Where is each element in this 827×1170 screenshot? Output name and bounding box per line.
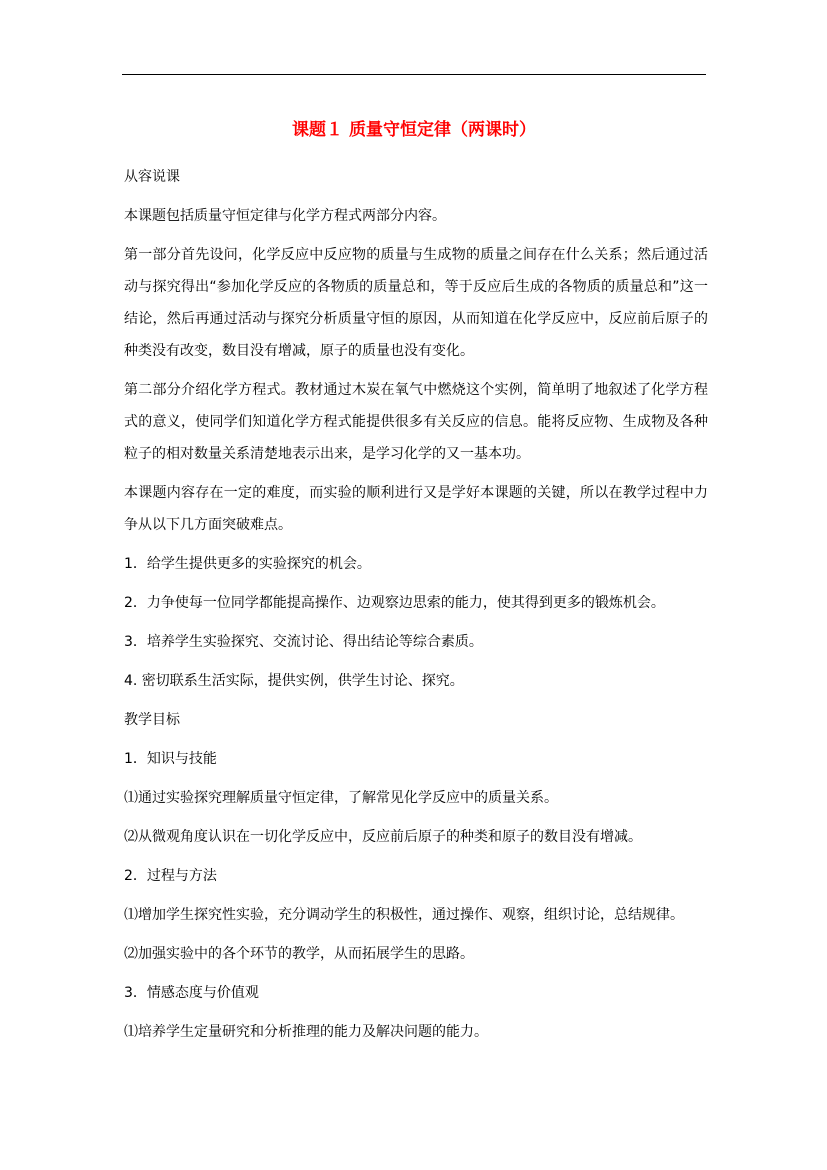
paragraph: 第二部分介绍化学方程式。教材通过木炭在氧气中燃烧这个实例，简单明了地叙述了化学方程式的意义，使同学们知道化学方程式能提供很多有关反应的信息。能将反应物、生成物及各种粒子的相对数量关系清楚地表示出来，是学习化学的又一基本功。 <box>124 382 708 462</box>
page-title: 课题１ 质量守恒定律（两课时） <box>292 120 536 140</box>
list-item: 2．力争使每一位同学都能提高操作、边观察边思索的能力，使其得到更多的锻炼机会。 <box>124 595 665 611</box>
list-item: ⑵加强实验中的各个环节的教学，从而拓展学生的思路。 <box>124 946 474 962</box>
list-item: 2．过程与方法 <box>124 868 217 884</box>
paragraph: 本课题包括质量守恒定律与化学方程式两部分内容。 <box>124 208 446 224</box>
document-body <box>124 161 708 1055</box>
paragraph: 第一部分首先设问，化学反应中反应物的质量与生成物的质量之间存在什么关系；然后通过活动与探究得出“参加化学反应的各物质的质量总和，等于反应后生成的各物质的质量总和”这一结论，然后再通过活动与探究分析质量守恒的原因，从而知道在化学反应中，反应前后原子的种类没有改变，数目没有增减，原子的质量也没有变化。 <box>124 247 708 359</box>
list-item: 3．情感态度与价值观 <box>124 985 259 1001</box>
paragraph-section-heading: 教学目标 <box>124 712 180 728</box>
header-rule <box>122 74 706 75</box>
list-item: 3．培养学生实验探究、交流讨论、得出结论等综合素质。 <box>124 634 483 650</box>
list-item: 1．知识与技能 <box>124 751 217 767</box>
list-item: 4. 密切联系生活实际，提供实例，供学生讨论、探究。 <box>124 673 464 689</box>
paragraph-section-heading: 从容说课 <box>124 169 180 185</box>
list-item: ⑴培养学生定量研究和分析推理的能力及解决问题的能力。 <box>124 1024 488 1040</box>
paragraph: 本课题内容存在一定的难度，而实验的顺利进行又是学好本课题的关键，所以在教学过程中力争从以下几方面突破难点。 <box>124 485 708 533</box>
list-item: ⑵从微观角度认识在一切化学反应中，反应前后原子的种类和原子的数目没有增减。 <box>124 829 642 845</box>
list-item: 1．给学生提供更多的实验探究的机会。 <box>124 556 371 572</box>
list-item: ⑴增加学生探究性实验，充分调动学生的积极性，通过操作、观察，组织讨论，总结规律。 <box>124 907 684 923</box>
list-item: ⑴通过实验探究理解质量守恒定律，了解常见化学反应中的质量关系。 <box>124 790 558 806</box>
